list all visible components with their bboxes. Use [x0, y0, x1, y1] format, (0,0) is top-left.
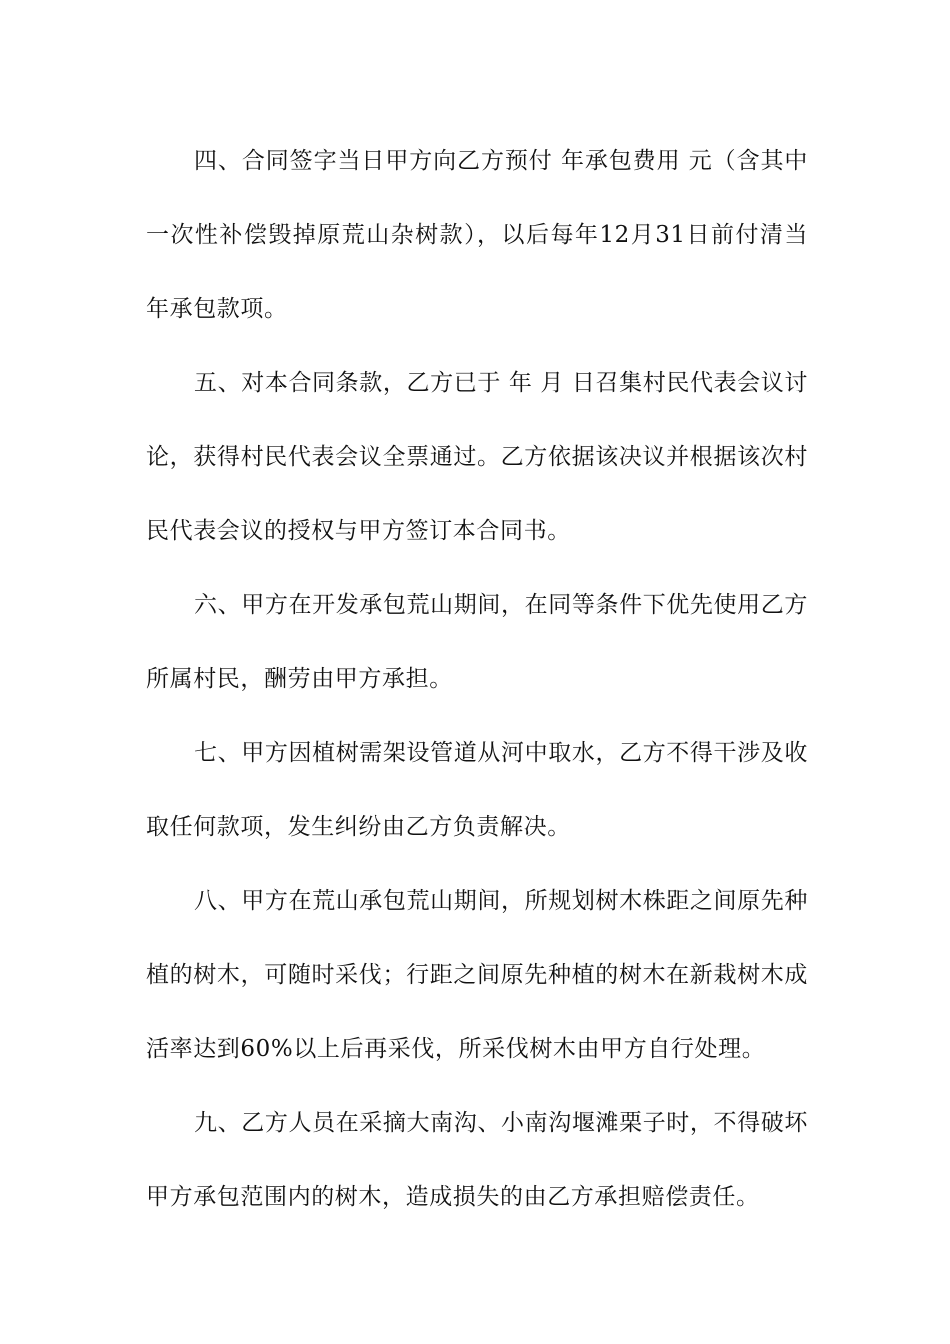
- contract-body: [146, 124, 808, 1234]
- clause-9: 九、乙方人员在采摘大南沟、小南沟堰滩栗子时，不得破坏甲方承包范围内的树木，造成损失的由乙方承担赔偿责任。: [146, 1110, 808, 1210]
- clause-6: 六、甲方在开发承包荒山期间，在同等条件下优先使用乙方所属村民，酬劳由甲方承担。: [146, 592, 808, 692]
- clause-5: 五、对本合同条款，乙方已于 年 月 日召集村民代表会议讨论，获得村民代表会议全票通过。乙方依据该决议并根据该次村民代表会议的授权与甲方签订本合同书。: [146, 370, 808, 544]
- clause-4: 四、合同签字当日甲方向乙方预付 年承包费用 元（含其中一次性补偿毁掉原荒山杂树款），以后每年12月31日前付清当年承包款项。: [146, 148, 808, 322]
- clause-7: 七、甲方因植树需架设管道从河中取水，乙方不得干涉及收取任何款项，发生纠纷由乙方负责解决。: [146, 740, 808, 840]
- clause-8: 八、甲方在荒山承包荒山期间，所规划树木株距之间原先种植的树木，可随时采伐；行距之间原先种植的树木在新栽树木成活率达到60%以上后再采伐，所采伐树木由甲方自行处理。: [146, 888, 808, 1062]
